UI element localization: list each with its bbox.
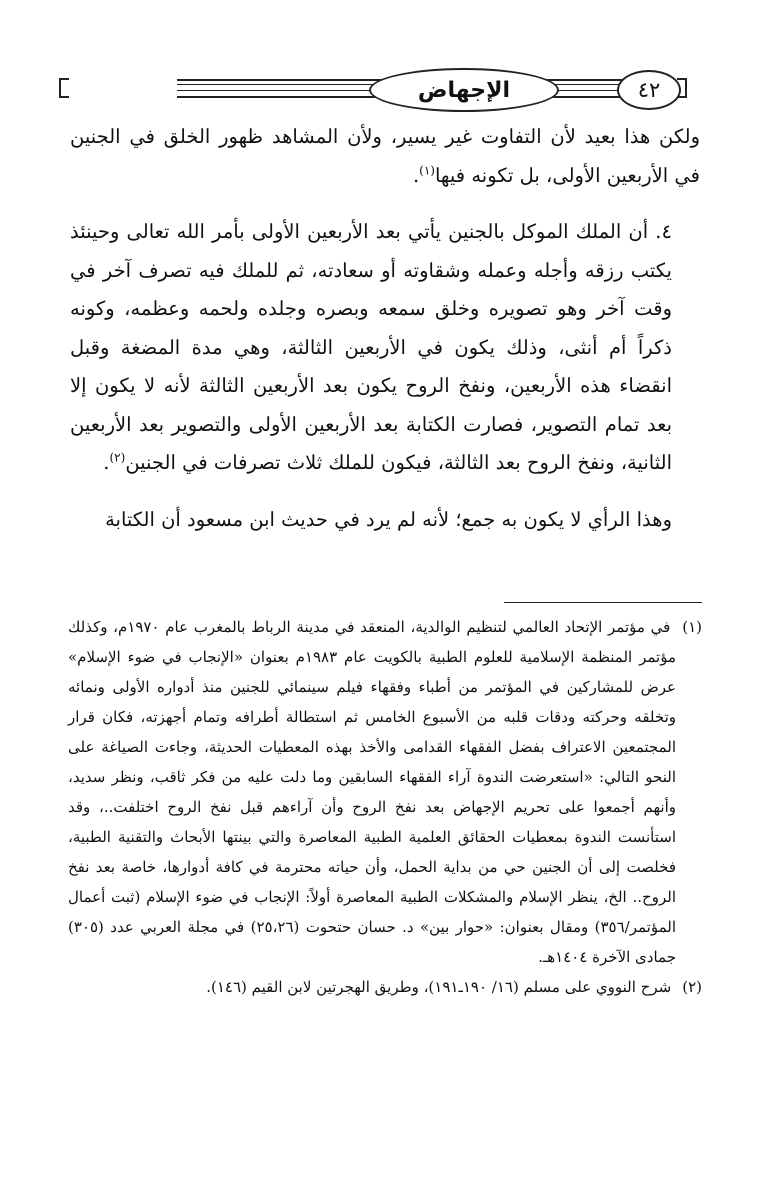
footnote-text: في مؤتمر الإتحاد العالمي لتنظيم الوالدية، المنعقد في مدينة الرباط بالمغرب عام ١٩٧٠م، وكذلك مؤتمر المنظمة الإسلامية للعلوم الطبية بالكويت عام ١٩٨٣م بعنوان «الإنجاب في ضوء الإسلام» عرض للمشاركين في المؤتمر من أطباء وفقهاء فيلم سينمائي للجنين منذ أدواره الأولى ونمائه وتخلقه وحركته ودقات قلبه من الأسبوع الخامس ثم استطالة أطرافه وتمام أجهزته، فكان قرار المجتمعين الاعتراف بفضل الفقهاء القدامى والأخذ بهذه المعطيات الحديثة، وجاءت الصياغة على النحو التالي: «استعرضت الندوة آراء الفقهاء السابقين وما دلت عليه من فكر ثاقب، ونظر سديد، وأنهم أجمعوا على تحريم الإجهاض بعد نفخ الروح وأن آراءهم قبل نفخ الروح اختلفت..، وقد استأنست الندوة بمعطيات الحقائق العلمية الطبية المعاصرة والتي بينتها الأبحاث والتقنية الطبية، فخلصت إلى أن الجنين حي من بداية الحمل، وأن حياته محترمة في كافة أدوارها، خاصة بعد نفخ الروح.. الخ، ينظر الإسلام والمشكلات الطبية المعاصرة أولاً: الإنجاب في ضوء الإسلام (ثبت أعمال المؤتمر/٣٥٦) ومقال بعنوان: «حوار بين» د. حسان حتحوت (٢٥،٢٦) في مجلة العربي عدد (٣٠٥) جمادى الآخرة ١٤٠٤هـ.: [68, 618, 676, 966]
paragraph: [70, 501, 700, 540]
paragraph-text: وهذا الرأي لا يكون به جمع؛ لأنه لم يرد في حديث ابن مسعود أن الكتابة: [105, 507, 672, 531]
footnote-marker: (٢): [109, 450, 126, 465]
page-number-text: ٤٢: [637, 78, 661, 102]
footnote-marker: (١): [419, 163, 435, 177]
footnote-separator: [504, 602, 702, 603]
footnote: [68, 972, 702, 1002]
footnote-number: (١): [682, 618, 702, 636]
paragraph: ٤. أن الملك الموكل بالجنين يأتي بعد الأربعين الأولى بأمر الله تعالى وحينئذ يكتب رزقه وأجله وعمله وشقاوته أو سعادته، ثم للملك فيه تصرف آخر في وقت آخر وهو تصويره وخلق سمعه وبصره وجلده ولحمه وعظمه، وكونه ذكراً أم أنثى، وذلك يكون في الأربعين الثالثة، وهي مدة المضغة وقبل انقضاء هذه الأربعين، ونفخ الروح يكون بعد الأربعين الثالثة لأنه لا يكون إلا بعد تمام التصوير، فصارت الكتابة بعد الأربعين الأولى والتصوير بعد الأربعين الثانية، ونفخ الروح بعد الثالثة، فيكون للملك ثلاث تصرفات في الجنين$^{(٢)}$.: [70, 220, 672, 474]
footnote: [68, 612, 702, 972]
paragraph-text: ولكن هذا بعيد لأن التفاوت غير يسير، ولأن المشاهد ظهور الخلق في الجنين في الأربعين الأولى، بل تكونه فيها: [70, 125, 700, 187]
footnote-text: شرح النووي على مسلم (١٦/ ١٩٠ـ١٩١)، وطريق الهجرتين لابن القيم (١٤٦).: [206, 978, 672, 996]
page-number: [617, 70, 681, 110]
footnote-number: (٢): [682, 978, 702, 996]
main-text: [70, 118, 700, 539]
header-left-cap: [59, 78, 69, 98]
page-header: [55, 68, 687, 110]
footnotes: [68, 612, 702, 1002]
paragraph-text: ٤. أن الملك الموكل بالجنين يأتي بعد الأربعين الأولى بأمر الله تعالى وحينئذ يكتب رزقه وأجله وعمله وشقاوته أو سعادته، ثم للملك فيه تصرف آخر في وقت آخر وهو تصويره وخلق سمعه وبصره وجلده ولحمه وعظمه، وكونه ذكراً أم أنثى، وذلك يكون في الأربعين الثالثة، وهي مدة المضغة وقبل انقضاء هذه الأربعين، ونفخ الروح يكون بعد الأربعين الثالثة لأنه لا يكون إلا بعد تمام التصوير، فصارت الكتابة بعد الأربعين الأولى والتصوير بعد الأربعين الثانية، ونفخ الروح بعد الثالثة، فيكون للملك ثلاث تصرفات في الجنين: [70, 220, 672, 474]
paragraph: ولكن هذا بعيد لأن التفاوت غير يسير، ولأن المشاهد ظهور الخلق في الجنين في الأربعين الأولى، بل تكونه فيها$^{(١)}$.: [70, 125, 700, 187]
chapter-title: [369, 68, 559, 112]
chapter-title-text: الإجهاض: [417, 77, 511, 103]
header-right-cap: [677, 78, 687, 98]
